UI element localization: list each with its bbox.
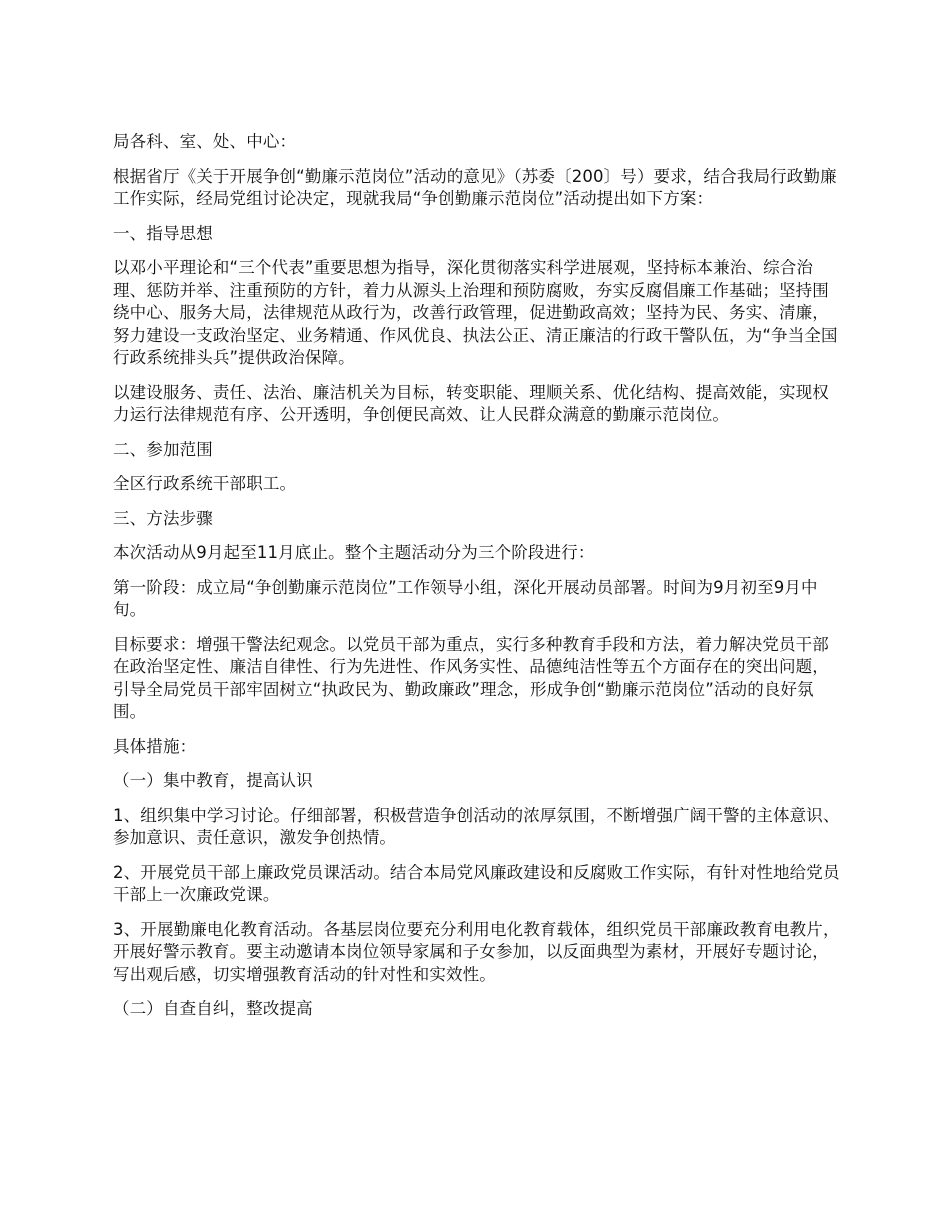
section-heading-steps: 三、方法步骤 [113, 508, 213, 528]
intro-paragraph: 根据省厅《关于开展争创“勤廉示范岗位”活动的意见》（苏委〔200〕号）要求，结合我局行政勤廉工作实际，经局党组讨论决定，现就我局“争创勤廉示范岗位”活动提出如下方案： [113, 166, 837, 208]
body-paragraph: 本次活动从9月起至11月底止。整个主题活动分为三个阶段进行： [113, 543, 595, 562]
salutation: 局各科、室、处、中心： [113, 132, 297, 151]
body-paragraph: 第一阶段：成立局“争创勤廉示范岗位”工作领导小组，深化开展动员部署。时间为9月初至9月中旬。 [113, 577, 818, 619]
body-paragraph: 以邓小平理论和“三个代表”重要思想为指导，深化贯彻落实科学进展观，坚持标本兼治、综合治理、惩防并举、注重预防的方针，着力从源头上治理和预防腐败，夯实反腐倡廉工作基础；坚持围绕中心、服务大局，法律规范从政行为，改善行政管理，促进勤政高效；坚持为民、务实、清廉，努力建设一支政治坚定、业务精通、作风优良、执法公正、清正廉洁的行政干警队伍，为“争当全国行政系统排头兵”提供政治保障。 [113, 258, 838, 367]
body-paragraph: 以建设服务、责任、法治、廉洁机关为目标，转变职能、理顺关系、优化结构、提高效能，实现权力运行法律规范有序、公开透明，争创便民高效、让人民群众满意的勤廉示范岗位。 [113, 382, 829, 424]
body-paragraph: 全区行政系统干部职工。 [113, 474, 297, 493]
body-paragraph: 目标要求：增强干警法纪观念。以党员干部为重点，实行多种教育手段和方法，着力解决党员干部在政治坚定性、廉洁自律性、行为先进性、作风务实性、品德纯洁性等五个方面存在的突出问题，引导全局党员干部牢固树立“执政民为、勤政廉政”理念，形成争创“勤廉示范岗位”活动的良好氛围。 [113, 634, 829, 721]
list-item: 2、开展党员干部上廉政党员课活动。结合本局党风廉政建设和反腐败工作实际，有针对性地给党员干部上一次廉政党课。 [113, 862, 840, 904]
section-heading-scope: 二、参加范围 [113, 439, 213, 459]
subheading-self-inspection: （二）自查自纠，整改提高 [113, 999, 313, 1018]
list-item: 1、组织集中学习讨论。仔细部署，积极营造争创活动的浓厚氛围，不断增强广阔干警的主体意识、参加意识、责任意识，激发争创热情。 [113, 805, 840, 847]
list-item: 3、开展勤廉电化教育活动。各基层岗位要充分利用电化教育载体，组织党员干部廉政教育电教片，开展好警示教育。要主动邀请本岗位领导家属和子女参加，以反面典型为素材，开展好专题讨论，写出观后感，切实增强教育活动的针对性和实效性。 [113, 919, 840, 984]
subheading-concentrated-education: （一）集中教育，提高认识 [113, 771, 313, 790]
subheading-measures: 具体措施： [113, 736, 197, 756]
section-heading-guiding-ideology: 一、指导思想 [113, 223, 213, 243]
